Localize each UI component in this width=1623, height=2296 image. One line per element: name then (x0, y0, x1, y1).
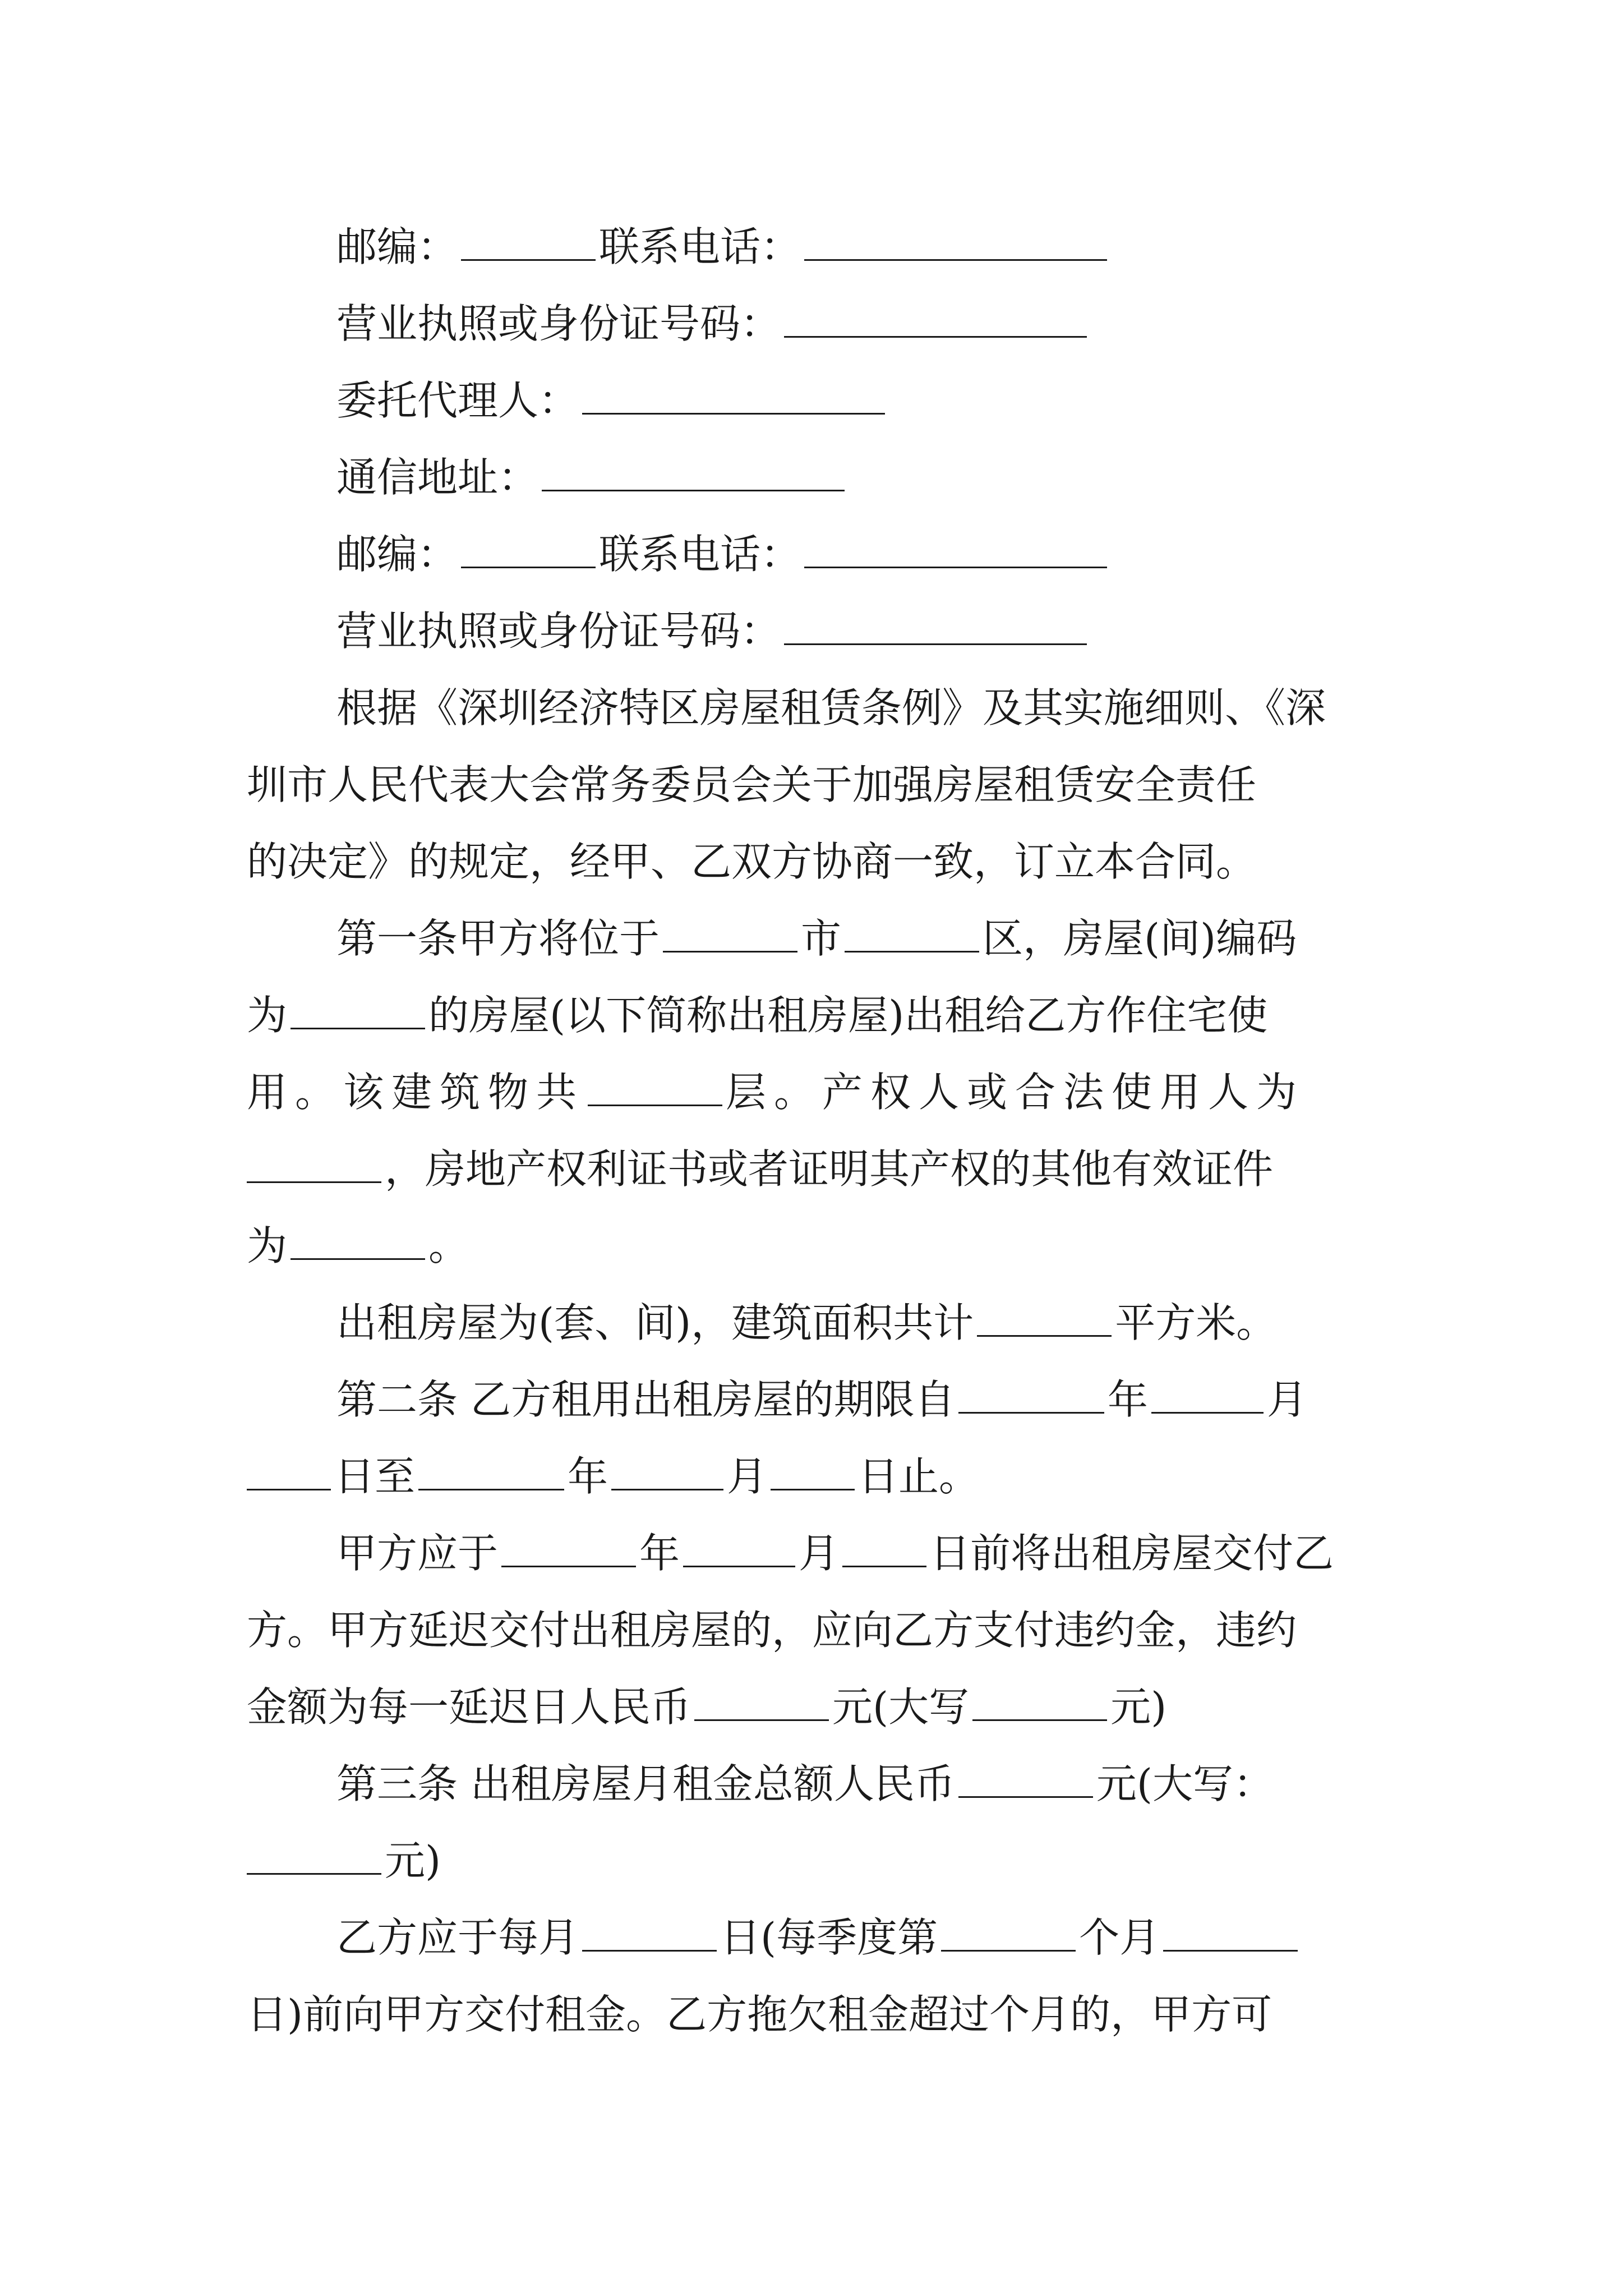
delivery-line-2 (0, 1591, 1623, 1669)
postcode-blank[interactable] (461, 228, 596, 261)
agent-line (0, 361, 1623, 440)
license-line-1 (0, 284, 1623, 363)
delivery-text: 月 (799, 1530, 840, 1577)
delivery-month-blank[interactable] (683, 1534, 795, 1567)
article1-text: 第一条甲方将位于 (336, 915, 660, 962)
city-blank[interactable] (663, 919, 797, 953)
article1-text: 。 (428, 1222, 469, 1269)
area-text: 平方米。 (1115, 1299, 1277, 1346)
certificate-blank[interactable] (291, 1227, 425, 1260)
owner-blank[interactable] (247, 1150, 381, 1183)
preamble-line-3 (0, 822, 1623, 901)
article1-text: 的房屋(以下简称出租房屋)出租给乙方作住宅使 (428, 992, 1268, 1039)
postcode-label: 邮编： (336, 223, 458, 270)
phone-label: 联系电话： (599, 531, 801, 578)
address-label: 通信地址： (336, 454, 539, 501)
penalty-amount-blank[interactable] (694, 1688, 829, 1721)
license-line-2 (0, 592, 1623, 670)
penalty-words-blank[interactable] (972, 1688, 1107, 1721)
phone-label: 联系电话： (599, 223, 801, 270)
article1-text: 区，房屋(间)编码 (983, 915, 1297, 962)
end-month-blank[interactable] (611, 1457, 723, 1490)
article1-text: 层。产权人或合法使用人为 (726, 1069, 1305, 1116)
article2-text: 日至 (334, 1453, 416, 1500)
delivery-line-1 (0, 1514, 1623, 1593)
delivery-text: 元(大写 (832, 1683, 970, 1731)
payment-text: 乙方应于每月 (336, 1914, 579, 1961)
article1-text: 为 (247, 992, 288, 1039)
article1-line-5 (0, 1207, 1623, 1285)
license-label: 营业执照或身份证号码： (336, 300, 781, 347)
article2-line-1 (0, 1360, 1623, 1439)
article3-text: 元) (385, 1837, 441, 1884)
delivery-line-3 (0, 1668, 1623, 1746)
phone-blank[interactable] (804, 535, 1107, 568)
rent-amount-blank[interactable] (958, 1765, 1093, 1798)
quarter-month-blank[interactable] (941, 1918, 1076, 1952)
delivery-text: 金额为每一延迟日人民币 (247, 1683, 691, 1731)
article3-text: 第三条 出租房屋月租金总额人民币 (336, 1760, 955, 1807)
article1-line-3 (0, 1053, 1623, 1131)
area-line (0, 1283, 1623, 1362)
license-blank[interactable] (784, 612, 1087, 645)
preamble-text: 的决定》的规定，经甲、乙双方协商一致，订立本合同。 (247, 838, 1257, 885)
end-day-blank[interactable] (771, 1457, 855, 1490)
rent-words-blank[interactable] (247, 1842, 381, 1875)
article3-line-1 (0, 1745, 1623, 1823)
preamble-line-2 (0, 746, 1623, 824)
article2-line-2 (0, 1437, 1623, 1516)
payment-line-2 (0, 1975, 1623, 2054)
license-label: 营业执照或身份证号码： (336, 608, 781, 655)
start-year-blank[interactable] (958, 1381, 1104, 1414)
article1-line-2 (0, 976, 1623, 1055)
postcode-blank[interactable] (461, 535, 596, 568)
article1-line-1 (0, 899, 1623, 978)
preamble-text: 圳市人民代表大会常务委员会关于加强房屋租赁安全责任 (247, 761, 1257, 808)
article3-line-2 (0, 1821, 1623, 1900)
payment-text: 日)前向甲方交付租金。乙方拖欠租金超过个月的，甲方可 (247, 1991, 1272, 2038)
agent-label: 委托代理人： (336, 377, 579, 424)
delivery-text: 元) (1110, 1683, 1167, 1731)
article2-text: 第二条 乙方租用出租房屋的期限自 (336, 1376, 955, 1423)
delivery-year-blank[interactable] (501, 1534, 636, 1567)
article2-text: 日止。 (858, 1453, 980, 1500)
article2-text: 年 (1107, 1376, 1148, 1423)
payment-text: 个月 (1079, 1914, 1160, 1961)
preamble-text: 根据《深圳经济特区房屋租赁条例》及其实施细则、《深 (336, 684, 1326, 731)
delivery-text: 年 (639, 1530, 680, 1577)
article1-line-4 (0, 1130, 1623, 1208)
start-month-blank[interactable] (1151, 1381, 1264, 1414)
floors-blank[interactable] (588, 1073, 722, 1106)
delivery-text: 甲方应于 (336, 1530, 499, 1577)
postcode-label: 邮编： (336, 531, 458, 578)
end-year-blank[interactable] (418, 1457, 564, 1490)
payment-text: 日(每季度第 (720, 1914, 938, 1961)
preamble-line-1 (0, 669, 1623, 747)
article1-text: ，房地产权利证书或者证明其产权的其他有效证件 (385, 1145, 1274, 1193)
license-blank[interactable] (784, 305, 1087, 338)
postcode-phone-line-1 (0, 208, 1623, 286)
article2-text: 年 (568, 1453, 608, 1500)
quarter-day-blank[interactable] (1163, 1918, 1298, 1952)
postcode-phone-line-2 (0, 515, 1623, 593)
delivery-day-blank[interactable] (842, 1534, 926, 1567)
area-blank[interactable] (977, 1304, 1112, 1337)
article3-text: 元(大写： (1096, 1760, 1274, 1807)
phone-blank[interactable] (804, 228, 1107, 261)
district-blank[interactable] (845, 919, 979, 953)
article1-text: 为 (247, 1222, 288, 1269)
payment-line-1 (0, 1898, 1623, 1977)
agent-blank[interactable] (582, 381, 885, 415)
pay-day-blank[interactable] (582, 1918, 717, 1952)
article2-text: 月 (727, 1453, 768, 1500)
article1-text: 市 (801, 915, 842, 962)
start-day-blank[interactable] (247, 1457, 331, 1490)
house-code-blank[interactable] (291, 996, 425, 1029)
delivery-text: 日前将出租房屋交付乙 (930, 1530, 1334, 1577)
article2-text: 月 (1266, 1376, 1307, 1423)
article1-text: 用。该建筑物共 (247, 1069, 585, 1116)
address-blank[interactable] (542, 458, 845, 491)
address-line (0, 438, 1623, 517)
delivery-text: 方。甲方延迟交付出租房屋的，应向乙方支付违约金，违约 (247, 1607, 1297, 1654)
area-text: 出租房屋为(套、间)，建筑面积共计 (336, 1299, 974, 1346)
